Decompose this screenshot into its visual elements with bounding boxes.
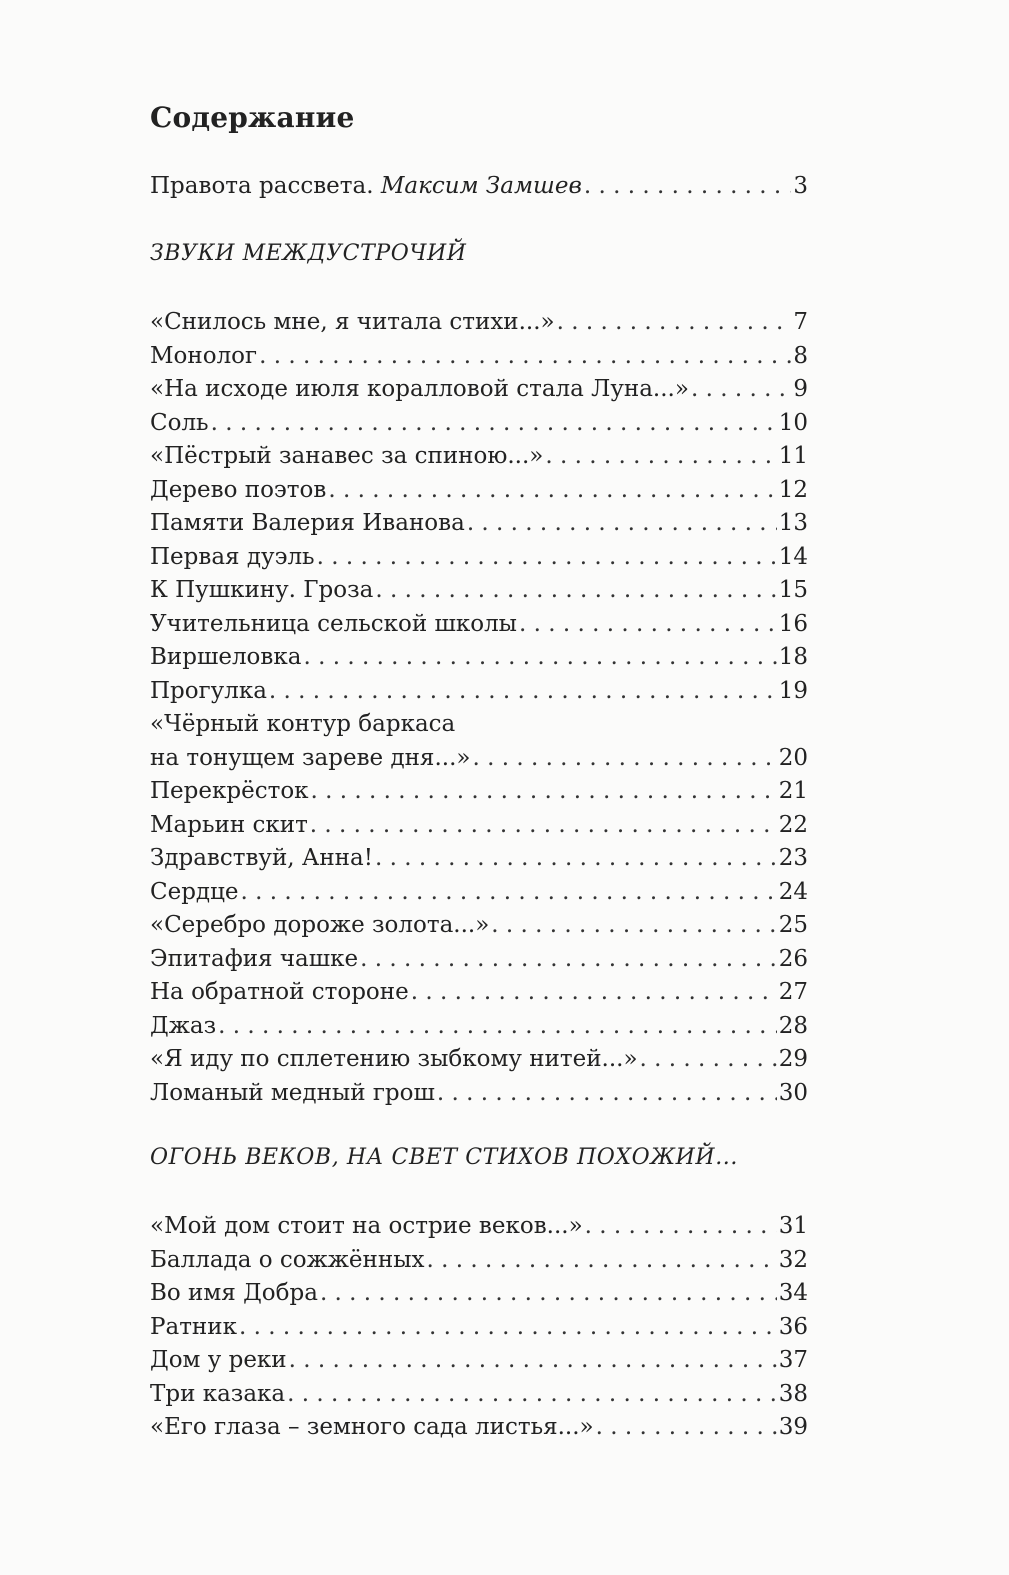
toc-row [150, 742, 808, 776]
toc-entry-title: Памяти Валерия Иванова [150, 510, 465, 536]
toc-entry-title: Перекрёсток [150, 778, 309, 804]
dot-leader [259, 340, 791, 374]
toc-entry-title: «Снилось мне, я читала стихи...» [150, 309, 555, 335]
dot-leader [691, 373, 791, 407]
dot-leader [320, 1277, 777, 1311]
dot-leader [311, 775, 777, 809]
toc-entry-title: Дерево поэтов [150, 476, 327, 503]
toc-row [150, 170, 808, 204]
dot-leader [437, 1077, 777, 1111]
toc-row [150, 474, 808, 508]
toc-entry-title: Учительница сельской школы [150, 610, 517, 637]
section-heading: ЗВУКИ МЕЖДУСТРОЧИЙ [150, 241, 467, 266]
toc-row [150, 1344, 808, 1378]
dot-leader [411, 976, 777, 1010]
section-2-entries [150, 1210, 808, 1445]
toc-page-number: 8 [793, 342, 808, 369]
toc-row [150, 407, 808, 441]
toc-entry-title: Во имя Добра [150, 1280, 318, 1306]
dot-leader [289, 1344, 777, 1378]
toc-page-number: 19 [778, 677, 808, 704]
dot-leader [303, 641, 776, 675]
toc-entry-title: Баллада о сожжённых [150, 1246, 425, 1273]
toc-page-number: 31 [778, 1213, 808, 1239]
toc-page-number: 27 [778, 979, 808, 1005]
toc-page-number: 3 [793, 173, 808, 199]
section-heading: ОГОНЬ ВЕКОВ, НА СВЕТ СТИХОВ ПОХОЖИЙ... [150, 1145, 738, 1170]
toc-page-number: 21 [778, 778, 808, 804]
toc-row [150, 842, 808, 876]
dot-leader [310, 809, 777, 843]
toc-row [150, 541, 808, 575]
dot-leader [467, 507, 777, 541]
toc-page-number: 13 [778, 510, 808, 536]
toc-entry-title: «Серебро дороже золота...» [150, 912, 490, 938]
toc-entry-title: Прогулка [150, 677, 267, 704]
dot-leader [640, 1043, 777, 1077]
dot-leader [287, 1378, 777, 1412]
toc-entry-title: «Мой дом стоит на острие веков...» [150, 1213, 583, 1239]
toc-entry-title: Монолог [150, 342, 258, 369]
toc-row [150, 1378, 808, 1412]
toc-row [150, 976, 808, 1010]
dot-leader [328, 474, 776, 508]
toc-row [150, 1077, 808, 1111]
toc-entry-title: Сердце [150, 878, 239, 905]
toc-entry-title: К Пушкину. Гроза [150, 577, 374, 603]
toc-entry-title: Джаз [150, 1012, 217, 1039]
toc-page-number: 18 [778, 644, 808, 670]
toc-page-number: 24 [778, 878, 808, 905]
toc-entry-title-line1: «Чёрный контур баркаса [150, 711, 456, 737]
toc-row [150, 1411, 808, 1445]
toc-page-number: 10 [778, 409, 808, 436]
toc-page-number: 26 [778, 945, 808, 972]
toc-entry-title: Эпитафия чашке [150, 945, 359, 972]
toc-row [150, 440, 808, 474]
toc-row [150, 775, 808, 809]
toc-row [150, 306, 808, 340]
toc-page-number: 22 [778, 811, 808, 838]
dot-leader [557, 306, 792, 340]
toc-entry-title: на тонущем зареве дня...» [150, 744, 471, 771]
toc-row-continued [150, 708, 808, 742]
toc-row [150, 373, 808, 407]
toc-page-number: 9 [793, 376, 808, 402]
toc-entry-title: Три казака [150, 1380, 286, 1407]
toc-page-number: 11 [778, 443, 808, 469]
dot-leader [472, 742, 776, 776]
toc-row [150, 1311, 808, 1345]
toc-page-number: 7 [793, 309, 808, 335]
toc-entry-title: «Пёстрый занавес за спиною...» [150, 443, 544, 469]
toc-row [150, 675, 808, 709]
toc-row [150, 1010, 808, 1044]
dot-leader [360, 943, 777, 977]
toc-row [150, 909, 808, 943]
toc-row [150, 1244, 808, 1278]
toc-entry-title: Виршеловка [150, 644, 302, 670]
toc-entry-title: Соль [150, 409, 209, 436]
dot-leader [211, 407, 777, 441]
toc-page-number: 37 [778, 1347, 808, 1373]
preface-author: Максим Замшев [380, 173, 582, 199]
toc-entry-title: Ломаный медный грош [150, 1079, 435, 1106]
toc-entry-title: «На исходе июля коралловой стала Луна...» [150, 376, 689, 402]
toc-row [150, 1043, 808, 1077]
dot-leader [375, 574, 776, 608]
toc-page-number: 38 [778, 1380, 808, 1407]
toc-row [150, 1277, 808, 1311]
toc-page-number: 23 [778, 845, 808, 871]
page-title: Содержание [150, 101, 355, 134]
toc-row [150, 608, 808, 642]
section-1-entries [150, 306, 808, 1110]
toc-row [150, 574, 808, 608]
toc-entry-title: На обратной стороне [150, 979, 409, 1005]
toc-row [150, 809, 808, 843]
dot-leader [585, 1210, 777, 1244]
toc-entry-title: Дом у реки [150, 1347, 287, 1373]
toc-page-number: 25 [778, 912, 808, 938]
toc-row [150, 507, 808, 541]
toc-page-number: 12 [778, 476, 808, 503]
toc-row [150, 876, 808, 910]
toc-page-number: 34 [778, 1280, 808, 1306]
toc-page-number: 16 [778, 610, 808, 637]
toc-page-number: 32 [778, 1246, 808, 1273]
dot-leader [375, 842, 777, 876]
toc-page-number: 14 [778, 543, 808, 570]
dot-leader [269, 675, 777, 709]
toc-entry-title: Ратник [150, 1313, 237, 1340]
dot-leader [519, 608, 777, 642]
dot-leader [218, 1010, 777, 1044]
toc-page-number: 30 [778, 1079, 808, 1106]
toc-page-number: 28 [778, 1012, 808, 1039]
toc-row [150, 641, 808, 675]
preface-entry [150, 170, 808, 204]
dot-leader [596, 1411, 777, 1445]
toc-page-number: 15 [778, 577, 808, 603]
toc-row [150, 943, 808, 977]
toc-entry-title: Правота рассвета. Максим Замшев [150, 173, 582, 199]
toc-page-number: 29 [778, 1046, 808, 1072]
dot-leader [317, 541, 777, 575]
toc-entry-title: Здравствуй, Анна! [150, 845, 373, 871]
dot-leader [241, 876, 777, 910]
toc-page-number: 20 [778, 744, 808, 771]
toc-entry-title: «Я иду по сплетению зыбкому нитей...» [150, 1046, 638, 1072]
dot-leader [545, 440, 776, 474]
toc-entry-title: Марьин скит [150, 811, 308, 838]
toc-page-number: 39 [778, 1414, 808, 1440]
dot-leader [584, 170, 792, 204]
toc-entry-title: «Его глаза – земного сада листья...» [150, 1414, 594, 1440]
dot-leader [426, 1244, 776, 1278]
dot-leader [239, 1311, 777, 1345]
toc-page-number: 36 [778, 1313, 808, 1340]
toc-entry-title: Первая дуэль [150, 543, 315, 570]
toc-row [150, 340, 808, 374]
dot-leader [491, 909, 776, 943]
toc-row [150, 1210, 808, 1244]
